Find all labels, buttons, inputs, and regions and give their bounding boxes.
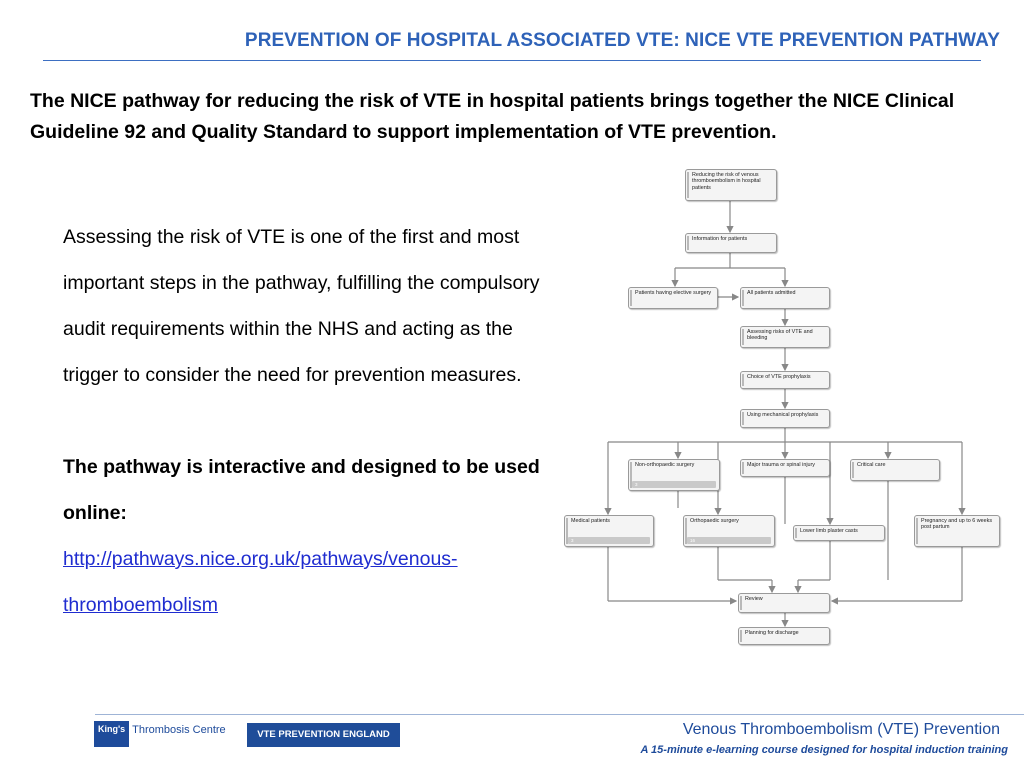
- node-assessing-risks: Assessing risks of VTE and bleeding: [740, 326, 830, 348]
- node-pregnancy: Pregnancy and up to 6 weeks post partum: [914, 515, 1000, 547]
- node-planning-discharge: Planning for discharge: [738, 627, 830, 645]
- footer-divider: [95, 714, 1024, 715]
- risk-paragraph: Assessing the risk of VTE is one of the first and most important steps in the pathway, fulfilling the compulsory audit requirements within the NHS and acting as the trigger to consider the need for prevention measures.: [63, 226, 540, 386]
- title-divider: [43, 60, 981, 61]
- node-choice-prophylaxis: Choice of VTE prophylaxis: [740, 371, 830, 389]
- node-meta-bar: 3: [632, 481, 716, 488]
- node-meta-bar: 16: [687, 537, 771, 544]
- node-label: Medical patients: [571, 518, 610, 524]
- node-information: Information for patients: [685, 233, 777, 253]
- node-major-trauma: Major trauma or spinal injury: [740, 459, 830, 477]
- interactive-note: The pathway is interactive and designed to be used online:: [63, 456, 540, 524]
- node-all-admitted: All patients admitted: [740, 287, 830, 309]
- body-text: [63, 214, 553, 628]
- node-non-orthopaedic: [628, 459, 720, 491]
- intro-text: The NICE pathway for reducing the risk of VTE in hospital patients brings together the NICE Clinical Guideline 92 and Quality Standard to support implementation of VTE prevention.: [30, 90, 955, 143]
- page-title: PREVENTION OF HOSPITAL ASSOCIATED VTE: NICE VTE PREVENTION PATHWAY: [244, 30, 1000, 51]
- node-label: Orthopaedic surgery: [690, 518, 739, 524]
- node-medical-patients: [564, 515, 654, 547]
- node-orthopaedic-surgery: [683, 515, 775, 547]
- node-meta-bar: 3: [568, 537, 650, 544]
- kings-thrombosis-logo: [94, 721, 226, 749]
- node-lower-limb-plaster: Lower limb plaster casts: [793, 525, 885, 541]
- vte-prevention-england-badge: VTE PREVENTION ENGLAND: [247, 723, 400, 747]
- pathway-link[interactable]: http://pathways.nice.org.uk/pathways/venous-thromboembolism: [63, 548, 458, 616]
- logo-text: Thrombosis Centre: [132, 724, 226, 736]
- node-review: Review: [738, 593, 830, 613]
- node-label: Non-orthopaedic surgery: [635, 462, 695, 468]
- node-reducing-risk: Reducing the risk of venous thromboembolism in hospital patients: [685, 169, 777, 201]
- paragraph-spacer: [63, 398, 553, 444]
- node-mechanical-prophylaxis: Using mechanical prophylaxis: [740, 409, 830, 428]
- logo-mark: King's: [94, 721, 129, 747]
- node-elective-surgery: Patients having elective surgery: [628, 287, 718, 309]
- footer-course-title: Venous Thromboembolism (VTE) Prevention: [682, 721, 1000, 738]
- node-critical-care: Critical care: [850, 459, 940, 481]
- footer-course-subtitle: A 15-minute e-learning course designed for hospital induction training: [640, 744, 1008, 756]
- pathway-flowchart: [560, 160, 1000, 660]
